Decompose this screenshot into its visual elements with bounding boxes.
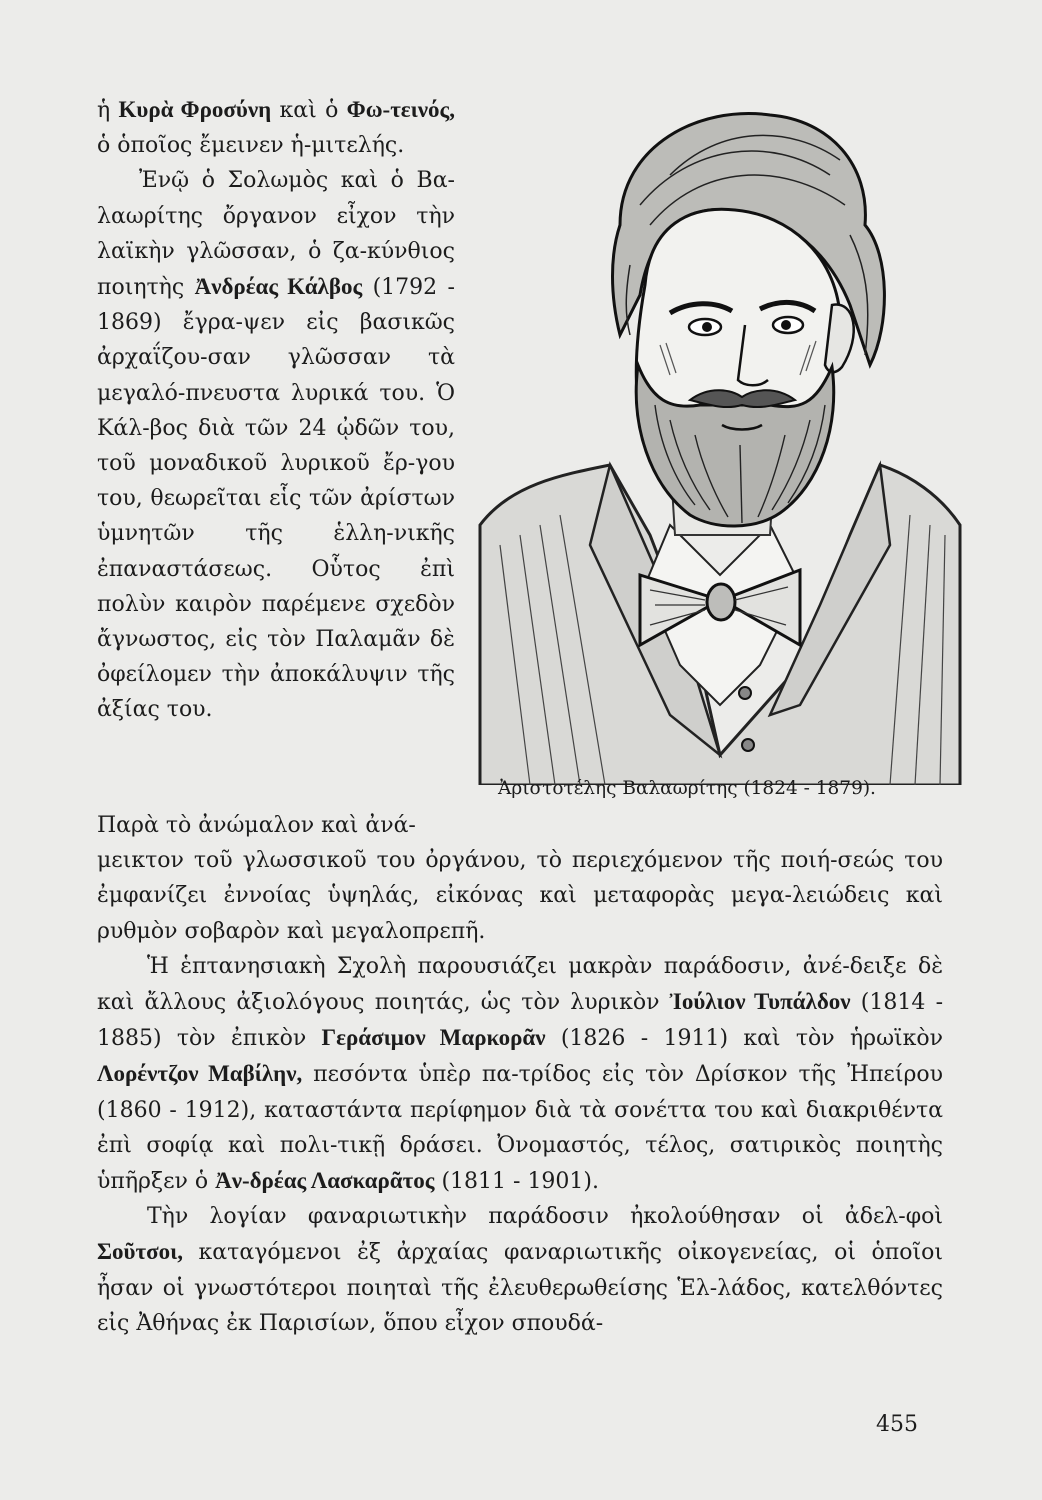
- left-text-column: [97, 92, 455, 728]
- bold-title-foteinos: Φω-τεινός,: [346, 97, 455, 122]
- text-run: Τὴν λογίαν φαναριωτικὴν παράδοσιν ἠκολούθησαν οἱ ἀδελ-φοὶ: [147, 1204, 943, 1230]
- paragraph-kalvos: [97, 163, 455, 727]
- paragraph-heptanese-school: [97, 949, 943, 1199]
- text-run: (1814 - 1885) τὸν ἐπικὸν: [97, 990, 944, 1052]
- paragraph-kyra-frosyni: [97, 92, 455, 163]
- portrait-figure: [470, 105, 970, 825]
- text-run: καὶ ὁ: [271, 98, 347, 123]
- text-run: ἡ: [97, 98, 119, 123]
- bold-name-andreas-laskaratos: Ἀν-δρέας Λασκαρᾶτος: [215, 1168, 435, 1194]
- text-run: Ἐνῷ ὁ Σολωμὸς καὶ ὁ Βα-λαωρίτης ὄργανον εἶχον τὴν λαϊκὴν γλῶσσαν, ὁ ζα-κύνθιος ποιητὴς: [97, 168, 455, 301]
- text-run: (1792 - 1869) ἔγρα-ψεν εἰς βασικῶς ἀρχαΐζου-σαν γλῶσσαν τὰ μεγαλό-πνευστα λυρικά του. Ὁ Κάλ-βος διὰ τῶν 24 ᾠδῶν του, τοῦ μοναδικοῦ λυρικοῦ ἔρ-γου του, θεωρεῖται εἷς τῶν ἀρίστων ὑμνητῶν τῆς ἑλλη-νικῆς ἐπαναστάσεως. Οὗτος ἐπὶ πολὺν καιρὸν παρέμενε σχεδὸν ἄγνωστος, εἰς τὸν Παλαμᾶν δὲ ὀφείλομεν τὴν ἀποκάλυψιν τῆς ἀξίας του.: [97, 275, 455, 723]
- bold-name-gerasimos-markoras: Γεράσιμον Μαρκορᾶν: [321, 1025, 546, 1051]
- text-run: (1811 - 1901).: [434, 1169, 600, 1195]
- text-run: ὁ ὁποῖος ἔμεινεν ἡ-μιτελής.: [97, 133, 405, 159]
- text-run: (1826 - 1911) καὶ τὸν ἡρωϊκὸν: [545, 1026, 944, 1052]
- full-width-text: [97, 808, 943, 1341]
- bold-name-lorentzos-mavilis: Λορέντζον Μαβίλην,: [97, 1061, 303, 1087]
- paragraph-soutsos-brothers: [97, 1199, 943, 1341]
- bold-name-ioulios-typaldos: Ἰούλιον Τυπάλδον: [669, 989, 851, 1015]
- bold-name-soutsoi: Σοῦτσοι,: [97, 1239, 183, 1265]
- portrait-illustration: [470, 105, 970, 785]
- text-run: πεσόντα ὑπὲρ πα-τρίδος εἰς τὸν Δρίσκον τῆς Ἠπείρου (1860 - 1912), καταστάντα περίφημον διὰ τὰ σονέττα του καὶ διακριθέντα ἐπὶ σοφίᾳ καὶ πολι-τικῇ δράσει. Ὀνομαστός, τέλος, σατιρικὸς ποιητὴς ὑπῆρξεν ὁ: [97, 1062, 943, 1195]
- bold-name-andreas-kalvos: Ἀνδρέας Κάλβος: [194, 274, 363, 300]
- paragraph-kalvos-continuation: μεικτον τοῦ γλωσσικοῦ του ὀργάνου, τὸ περιεχόμενον τῆς ποιή-σεώς του ἐμφανίζει ἐννοίας ὑψηλάς, εἰκόνας καὶ μεταφορὰς μεγα-λειώδεις καὶ ρυθμὸν σοβαρὸν καὶ μεγαλοπρεπῆ.: [97, 848, 943, 944]
- text-run: καταγόμενοι ἐξ ἀρχαίας φαναριωτικῆς οἰκογενείας, οἱ ὁποῖοι ἦσαν οἱ γνωστότεροι ποιηταὶ τῆς ἐλευθερωθείσης Ἑλ-λάδος, κατελθόντες εἰς Ἀθήνας ἐκ Παρισίων, ὅπου εἶχον σπουδά-: [97, 1240, 943, 1336]
- bold-title-kyra-frosyni: Κυρὰ Φροσύνη: [118, 97, 272, 122]
- page-number: 455: [876, 1412, 918, 1437]
- paragraph-kalvos-continuation-line: Παρὰ τὸ ἀνώμαλον καὶ ἀνά-: [97, 813, 416, 838]
- text-run: Ἡ ἑπτανησιακὴ Σχολὴ παρουσιάζει μακρὰν παράδοσιν, ἀνέ-δειξε δὲ καὶ ἄλλους ἀξιολόγους ποιητάς, ὡς τὸν λυρικὸν: [97, 953, 943, 1016]
- portrait-caption: Ἀριστοτέλης Βαλαωρίτης (1824 - 1879).: [498, 778, 876, 799]
